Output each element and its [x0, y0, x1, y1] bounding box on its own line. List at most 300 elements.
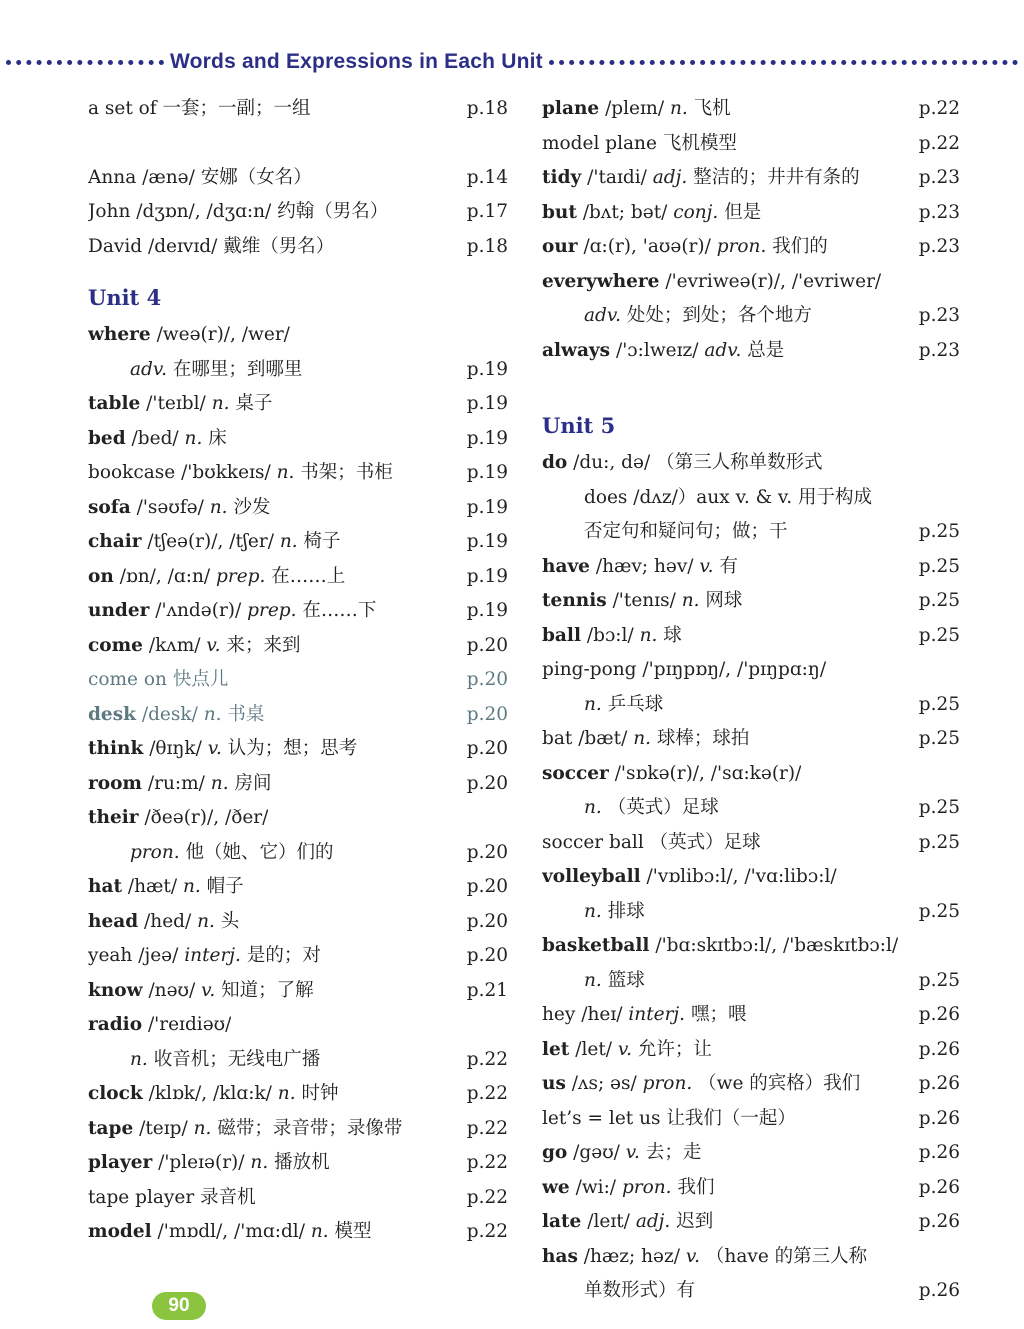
- entry-meaning: 一套；一副；一组: [162, 98, 311, 119]
- entry-part-of-speech: conj.: [673, 201, 719, 223]
- entry-part-of-speech: n.: [130, 1048, 148, 1070]
- entry-meaning: 飞机模型: [662, 132, 737, 154]
- entry-meaning: 我们的: [772, 236, 828, 257]
- header-title: Words and Expressions in Each Unit: [170, 50, 543, 73]
- entry-meaning: 书桌: [227, 703, 265, 725]
- entry-phonetic: /let/: [575, 1038, 612, 1060]
- entry-word: volleyball: [542, 866, 641, 887]
- entry-word: soccer ball: [542, 831, 644, 853]
- right-column: [542, 92, 960, 1309]
- entry-meaning: 否定句和疑问句；做；干: [584, 521, 788, 542]
- entry-meaning: 帽子: [206, 876, 244, 897]
- entry-text: [88, 629, 300, 664]
- entry-part-of-speech: n.: [279, 531, 298, 552]
- entry-text: [542, 998, 746, 1033]
- entry-page-ref: p.26: [918, 1004, 960, 1025]
- entry-part-of-speech: n.: [633, 728, 652, 749]
- entry-word: room: [88, 772, 143, 794]
- entry-page-ref: p.22: [466, 1117, 508, 1139]
- entry-part-of-speech: n.: [584, 900, 602, 922]
- entry-meaning: 桌子: [235, 393, 273, 414]
- vocab-entry: [542, 1205, 960, 1240]
- entry-part-of-speech: n.: [203, 703, 222, 725]
- entry-page-ref: p.25: [918, 900, 960, 922]
- entry-part-of-speech: n.: [669, 98, 688, 119]
- entry-word: Anna: [88, 166, 137, 188]
- entry-word: tape player: [88, 1186, 195, 1208]
- entry-part-of-speech: n.: [210, 772, 229, 794]
- entry-meaning: 处处；到处；各个地方: [626, 305, 812, 326]
- entry-part-of-speech: adv.: [584, 305, 622, 326]
- entry-part-of-speech: n.: [276, 462, 295, 483]
- name-entries: [88, 161, 508, 265]
- vocab-entry: [88, 1043, 508, 1078]
- entry-page-ref: p.20: [466, 772, 508, 794]
- vocab-entry: [88, 491, 508, 526]
- entry-meaning: 时钟: [301, 1083, 339, 1104]
- entry-phonetic: /θɪŋk/: [149, 738, 202, 759]
- vocab-entry: [542, 230, 960, 265]
- entry-meaning: 球棒；球拍: [656, 728, 750, 749]
- entry-part-of-speech: pron.: [642, 1073, 693, 1094]
- entry-phonetic: /'səʊfə/: [136, 496, 204, 518]
- entry-part-of-speech: v.: [617, 1038, 633, 1060]
- entry-part-of-speech: adj.: [652, 167, 688, 188]
- unit-5-entries: [542, 446, 960, 1309]
- entry-text: [584, 964, 645, 999]
- entry-phonetic: /ɒn/, /ɑ:n/: [119, 565, 211, 587]
- entry-text: [88, 698, 264, 733]
- entry-text: [88, 767, 272, 802]
- entry-text: [542, 1136, 701, 1171]
- entry-meaning: 沙发: [233, 496, 271, 518]
- entry-phonetic: /'mɒdl/, /'mɑ:dl/: [157, 1221, 305, 1242]
- entry-word: ping-pong: [542, 659, 637, 680]
- entry-phonetic: /'bɑ:skɪtbɔ:l/, /'bæskɪtbɔ:l/: [655, 935, 899, 956]
- entry-part-of-speech: n.: [584, 969, 602, 991]
- entry-part-of-speech: n.: [184, 427, 203, 449]
- entry-page-ref: p.19: [466, 427, 508, 449]
- entry-meaning: 床: [208, 427, 227, 449]
- entry-part-of-speech: v.: [625, 1142, 640, 1163]
- entry-meaning: 他（她、它）们的: [185, 841, 334, 863]
- entry-phonetic: /tʃeə(r)/, /tʃer/: [147, 531, 274, 552]
- entry-meaning: 乒乓球: [607, 693, 664, 715]
- entry-part-of-speech: adv.: [704, 339, 742, 361]
- entry-word: tennis: [542, 590, 607, 611]
- entry-part-of-speech: n.: [250, 1152, 269, 1173]
- entry-part-of-speech: n.: [310, 1221, 329, 1242]
- entry-word: let: [542, 1038, 570, 1060]
- vocab-entry: [88, 767, 508, 802]
- entry-word: chair: [88, 531, 142, 552]
- entry-meaning: 收音机；无线电广播: [153, 1048, 321, 1070]
- vocab-entry: [542, 826, 960, 861]
- entry-phonetic: /'bʊkkeɪs/: [181, 462, 271, 483]
- vocab-entry: [542, 1067, 960, 1102]
- entry-phonetic: /desk/: [141, 703, 198, 725]
- entry-word: go: [542, 1142, 568, 1163]
- entry-word: clock: [88, 1083, 143, 1104]
- entry-page-ref: p.20: [466, 738, 508, 759]
- vocab-entry: [88, 456, 508, 491]
- entry-phonetic: /ru:m/: [147, 772, 205, 794]
- entry-page-ref: p.25: [918, 555, 960, 577]
- entry-word: soccer: [542, 762, 609, 784]
- entry-meaning: 单数形式）有: [584, 1280, 696, 1301]
- entry-text: [88, 195, 388, 230]
- entry-text: [88, 560, 345, 595]
- entry-meaning: 网球: [705, 590, 743, 611]
- vocab-entry: [542, 196, 960, 231]
- entry-phonetic: /hed/: [144, 910, 192, 932]
- entry-word: think: [88, 738, 144, 759]
- entry-text: [542, 1067, 860, 1102]
- right-top-entries: [542, 92, 960, 368]
- entry-text: [542, 230, 828, 265]
- entry-word: our: [542, 236, 578, 257]
- entry-meaning: 快点儿: [172, 669, 229, 690]
- entry-page-ref: p.19: [466, 531, 508, 552]
- entry-meaning: 我们: [677, 1176, 715, 1198]
- entry-text: [542, 446, 823, 481]
- entry-part-of-speech: n.: [584, 797, 602, 818]
- entry-word: basketball: [542, 935, 650, 956]
- unit-5-heading: Unit 5: [542, 413, 616, 438]
- entry-part-of-speech: interj.: [628, 1004, 686, 1025]
- entry-meaning: 认为；想；思考: [227, 738, 358, 759]
- entry-page-ref: p.25: [918, 693, 960, 715]
- entry-meaning: 总是: [747, 339, 785, 361]
- entry-word: tidy: [542, 167, 582, 188]
- entry-part-of-speech: interj.: [184, 945, 241, 966]
- vocab-entry: [88, 594, 508, 629]
- entry-page-ref: p.26: [918, 1038, 960, 1060]
- entry-word: has: [542, 1245, 578, 1267]
- entry-word: do: [542, 452, 568, 473]
- entry-page-ref: p.19: [466, 462, 508, 483]
- entry-page-ref: p.25: [918, 624, 960, 646]
- entry-part-of-speech: n.: [639, 624, 658, 646]
- vocab-entry: [88, 1112, 508, 1147]
- entry-text: [542, 826, 761, 861]
- entry-meaning: 允许；让: [637, 1038, 712, 1060]
- entry-word: hat: [88, 876, 122, 897]
- vocab-entry: [88, 525, 508, 560]
- entry-page-ref: p.17: [466, 201, 508, 222]
- entry-part-of-speech: n.: [681, 590, 700, 611]
- entry-word: on: [88, 565, 114, 587]
- entry-meaning: 磁带；录音带；录像带: [217, 1117, 403, 1139]
- entry-text: [88, 422, 227, 457]
- vocab-entry: [88, 939, 508, 974]
- entry-part-of-speech: n.: [209, 496, 228, 518]
- entry-meaning: 嘿；喂: [690, 1004, 747, 1025]
- entry-page-ref: p.19: [466, 565, 508, 587]
- entry-page-ref: p.20: [466, 910, 508, 932]
- vocab-entry: [88, 92, 508, 127]
- entry-meaning: 整洁的；井井有条的: [693, 167, 860, 188]
- vocab-entry: [88, 422, 508, 457]
- entry-phonetic: /'sɒkə(r)/, /'sɑ:kə(r)/: [614, 762, 802, 784]
- entry-phonetic: /wi:/: [575, 1176, 617, 1198]
- entry-part-of-speech: n.: [193, 1117, 212, 1139]
- entry-part-of-speech: v.: [685, 1245, 701, 1267]
- entry-meaning: 在……上: [271, 565, 346, 587]
- entry-page-ref: p.26: [918, 1211, 960, 1232]
- entry-phonetic: /'reɪdiəʊ/: [147, 1014, 232, 1035]
- entry-phonetic: /'teɪbl/: [146, 393, 206, 414]
- entry-part-of-speech: v.: [201, 979, 216, 1001]
- entry-meaning: 来；来到: [226, 634, 301, 656]
- vocab-entry: [542, 481, 960, 516]
- entry-phonetic: /weə(r)/, /wer/: [156, 324, 290, 345]
- entry-meaning: 有: [719, 555, 738, 577]
- entry-page-ref: p.19: [466, 496, 508, 518]
- entry-word: under: [88, 600, 150, 621]
- entry-meaning: 房间: [234, 772, 272, 794]
- entry-page-ref: p.26: [918, 1107, 960, 1129]
- entry-part-of-speech: pron.: [130, 841, 180, 863]
- entry-text: [542, 127, 737, 162]
- entry-part-of-speech: pron.: [621, 1176, 672, 1198]
- entry-page-ref: p.22: [466, 1152, 508, 1173]
- entry-meaning: 让我们（一起）: [666, 1107, 796, 1129]
- entry-meaning: 球: [663, 624, 682, 646]
- entry-phonetic: /hæz; həz/: [583, 1245, 680, 1267]
- entry-word: late: [542, 1211, 582, 1232]
- entry-part-of-speech: n.: [277, 1083, 296, 1104]
- vocab-entry: [542, 964, 960, 999]
- entry-phonetic: /pleɪn/: [605, 98, 665, 119]
- entry-meaning: 迟到: [676, 1211, 714, 1232]
- page-number: 90: [152, 1292, 206, 1320]
- entry-phonetic: /hæv; həv/: [595, 555, 694, 577]
- unit-4-heading: Unit 4: [88, 285, 162, 310]
- entry-text: [88, 594, 376, 629]
- entry-meaning: 在……下: [302, 600, 377, 621]
- entry-word: ball: [542, 624, 581, 646]
- entry-phonetic: /teɪp/: [139, 1117, 188, 1139]
- entry-text: [542, 653, 826, 688]
- entry-part-of-speech: n.: [197, 910, 215, 932]
- entry-page-ref: p.26: [918, 1176, 960, 1198]
- vocab-entry: [542, 757, 960, 792]
- entry-text: [88, 1215, 372, 1250]
- entry-meaning: 约翰（男名）: [277, 201, 389, 222]
- entry-text: [88, 1008, 231, 1043]
- entry-phonetic: /ðeə(r)/, /ðer/: [144, 807, 269, 828]
- entry-page-ref: p.22: [466, 1083, 508, 1104]
- vocab-entry: [88, 387, 508, 422]
- entry-word: table: [88, 393, 141, 414]
- entry-text: [542, 1205, 713, 1240]
- vocab-entry: [542, 1171, 960, 1206]
- entry-meaning: 安娜（女名）: [200, 166, 312, 188]
- entry-word: come: [88, 634, 143, 656]
- entry-part-of-speech: pron.: [716, 236, 767, 257]
- vocab-entry: [88, 161, 508, 196]
- entry-page-ref: p.25: [918, 969, 960, 991]
- vocab-entry: [88, 230, 508, 265]
- entry-meaning: 书架；书柜: [300, 462, 393, 483]
- vocab-entry: [542, 722, 960, 757]
- entry-text: [88, 161, 312, 196]
- entry-text: [542, 334, 784, 369]
- entry-page-ref: p.22: [466, 1186, 508, 1208]
- entry-page-ref: p.25: [918, 521, 960, 542]
- entry-meaning: 排球: [607, 900, 645, 922]
- entry-text: [584, 481, 872, 516]
- entry-phonetic: /bʌt; bət/: [582, 201, 668, 223]
- entry-text: [584, 688, 663, 723]
- entry-word: model plane: [542, 132, 657, 154]
- entry-text: [584, 1274, 695, 1309]
- spacer: [542, 368, 960, 392]
- vocab-entry: [88, 1077, 508, 1112]
- vocab-entry: [88, 836, 508, 871]
- entry-meaning: （英式）足球: [607, 797, 719, 818]
- vocab-entry: [88, 698, 508, 733]
- entry-page-ref: p.14: [466, 166, 508, 188]
- entry-text: [130, 353, 302, 388]
- vocab-entry: [542, 1240, 960, 1275]
- entry-page-ref: p.20: [466, 945, 508, 966]
- vocab-entry: [88, 974, 508, 1009]
- entry-phonetic: /'ɔ:lweɪz/: [615, 339, 699, 361]
- entry-part-of-speech: v.: [699, 555, 714, 577]
- entry-page-ref: p.22: [466, 1221, 508, 1242]
- vocab-entry: [88, 195, 508, 230]
- entry-text: [542, 619, 682, 654]
- vocab-entry: [542, 92, 960, 127]
- entry-phonetic: /bæt/: [578, 728, 628, 749]
- entry-text: [88, 663, 228, 698]
- entry-word: sofa: [88, 496, 131, 518]
- entry-page-ref: p.22: [918, 98, 960, 119]
- entry-text: [88, 1146, 330, 1181]
- entry-word: model: [88, 1221, 152, 1242]
- entry-text: [542, 92, 731, 127]
- entry-phonetic: /nəʊ/: [148, 979, 196, 1001]
- vocab-entry: [542, 334, 960, 369]
- entry-word: where: [88, 324, 151, 345]
- entry-text: [88, 974, 314, 1009]
- entry-part-of-speech: adj.: [635, 1211, 671, 1232]
- vocab-entry: [542, 550, 960, 585]
- entry-phonetic: /bɔ:l/: [586, 624, 634, 646]
- entry-page-ref: p.25: [918, 797, 960, 818]
- entry-word: David: [88, 235, 143, 257]
- entry-phonetic: /'pɪŋpɒŋ/, /'pɪŋpɑ:ŋ/: [642, 659, 827, 680]
- entry-text: [88, 1112, 402, 1147]
- page-header: [0, 44, 1024, 80]
- entry-word: desk: [88, 703, 136, 725]
- entry-meaning: （第三人称单数形式: [656, 452, 823, 473]
- entry-word: their: [88, 807, 139, 828]
- entry-page-ref: p.23: [918, 305, 960, 326]
- vocab-entry: [542, 688, 960, 723]
- header-dots-left: [6, 60, 164, 65]
- entry-word: have: [542, 555, 590, 577]
- entry-word: hey: [542, 1004, 576, 1025]
- entry-text: [542, 1033, 712, 1068]
- entry-meaning: 椅子: [303, 531, 341, 552]
- entry-page-ref: p.21: [466, 979, 508, 1001]
- entry-phonetic: /du:, də/: [573, 452, 651, 473]
- entry-word: know: [88, 979, 143, 1001]
- entry-text: [542, 929, 898, 964]
- entry-text: [130, 1043, 320, 1078]
- entry-text: [88, 491, 270, 526]
- vocab-entry: [88, 870, 508, 905]
- entry-page-ref: p.19: [466, 358, 508, 380]
- vocab-entry: [88, 629, 508, 664]
- entry-word: bat: [542, 728, 573, 749]
- vocab-entry: [542, 860, 960, 895]
- entry-text: [542, 584, 742, 619]
- entry-phonetic: /jeə/: [138, 945, 179, 966]
- unit-4-entries: [88, 318, 508, 1250]
- entry-phonetic: /leɪt/: [587, 1211, 630, 1232]
- entry-part-of-speech: n.: [211, 393, 230, 414]
- entry-page-ref: p.18: [466, 235, 508, 257]
- entry-part-of-speech: v.: [206, 634, 221, 656]
- entry-word: a set of: [88, 98, 157, 119]
- entry-part-of-speech: v.: [207, 738, 222, 759]
- entry-word: head: [88, 910, 139, 932]
- entry-page-ref: p.22: [466, 1048, 508, 1070]
- entry-phonetic: /'evriweə(r)/, /'evriwer/: [665, 270, 882, 292]
- entry-page-ref: p.23: [918, 236, 960, 257]
- vocab-entry: [88, 732, 508, 767]
- entry-word: always: [542, 339, 611, 361]
- entry-phonetic: /ænə/: [142, 166, 195, 188]
- entry-text: [88, 939, 321, 974]
- entry-page-ref: p.25: [918, 831, 960, 853]
- entry-phonetic: /klɒk/, /klɑ:k/: [148, 1083, 272, 1104]
- entry-meaning: 录音机: [200, 1186, 256, 1208]
- vocab-entry: [542, 653, 960, 688]
- entry-meaning: 头: [220, 910, 240, 932]
- vocab-entry: [542, 895, 960, 930]
- entry-text: [584, 299, 812, 334]
- vocab-entry: [542, 1033, 960, 1068]
- vocab-entry: [88, 1215, 508, 1250]
- entry-text: [542, 1240, 867, 1275]
- entry-page-ref: p.23: [918, 339, 960, 361]
- entry-phonetic: /ʌs; əs/: [571, 1073, 637, 1094]
- entry-part-of-speech: n.: [182, 876, 201, 897]
- entry-part-of-speech: adv.: [130, 358, 168, 380]
- entry-text: [542, 860, 837, 895]
- entry-page-ref: p.19: [466, 600, 508, 621]
- vocab-entry: [542, 619, 960, 654]
- entry-text: [542, 757, 801, 792]
- entry-page-ref: p.23: [918, 167, 960, 188]
- vocab-entry: [88, 801, 508, 836]
- entry-phonetic: /'ʌndə(r)/: [155, 600, 242, 621]
- entry-phonetic: /'tenɪs/: [612, 590, 676, 611]
- vocab-entry: [542, 515, 960, 550]
- entry-page-ref: p.23: [918, 201, 960, 223]
- entry-word: tape: [88, 1117, 134, 1139]
- entry-phonetic: /'taɪdi/: [587, 167, 647, 188]
- entry-page-ref: p.20: [466, 669, 508, 690]
- vocab-entry: [542, 791, 960, 826]
- vocab-entry: [88, 1146, 508, 1181]
- entry-text: [88, 1181, 256, 1216]
